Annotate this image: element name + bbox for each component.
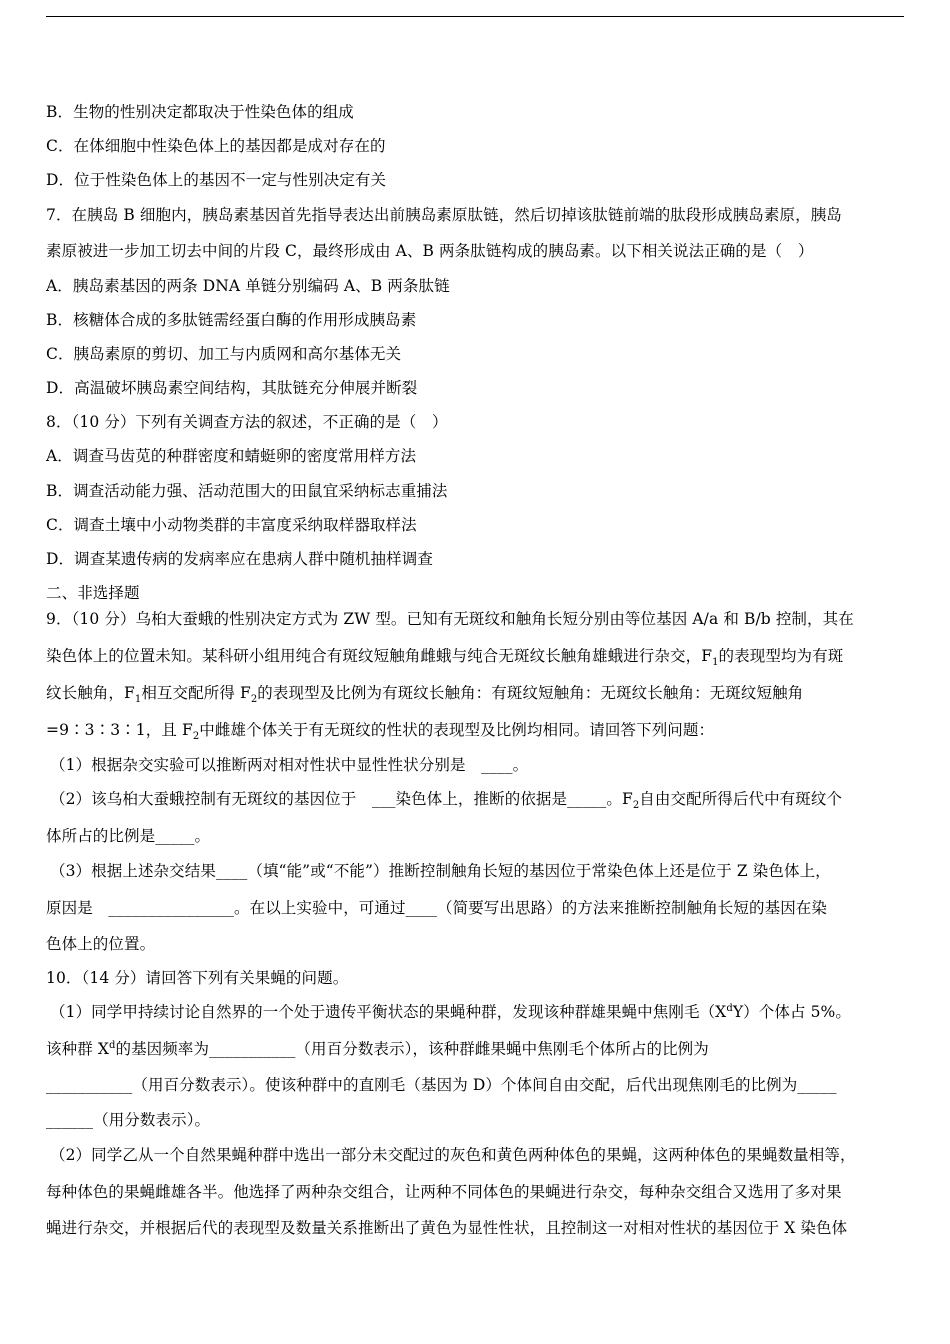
question-9-part-3-cont-2: 色体上的位置。 bbox=[46, 935, 156, 953]
option-c-q6: C．在体细胞中性染色体上的基因都是成对存在的 bbox=[46, 137, 386, 155]
question-10-part-1-cont-2: ___________（用百分数表示）。使该种群中的直刚毛（基因为 D）个体间自由交配，后代出现焦刚毛的比例为_____ bbox=[46, 1076, 837, 1094]
question-9-part-3: （3）根据上述杂交结果____（填“能”或“不能”）推断控制触角长短的基因位于常染色体上还是位于 Z 染色体上， bbox=[50, 862, 831, 880]
question-10-part-1-cont-1: 该种群 $X^d$的基因频率为___________（用百分数表示），该种群雌果蝇中焦刚毛个体所占的比例为 bbox=[46, 1039, 709, 1058]
header-rule bbox=[46, 16, 904, 17]
section-heading: 二、非选择题 bbox=[46, 584, 140, 602]
question-10-part-2-cont-1: 每种体色的果蝇雌雄各半。他选择了两种杂交组合，让两种不同体色的果蝇进行杂交，每种杂交组合又选用了多对果 bbox=[46, 1183, 842, 1201]
question-7-line-1: 7．在胰岛 B 细胞内，胰岛素基因首先指导表达出前胰岛素原肽链，然后切掉该肽链前端的肽段形成胰岛素原，胰岛 bbox=[46, 206, 842, 224]
option-d-q6: D．位于性染色体上的基因不一定与性别决定有关 bbox=[46, 171, 387, 189]
option-a-q8: A．调查马齿苋的种群密度和蜻蜓卵的密度常用样方法 bbox=[46, 447, 417, 465]
question-10-part-1-cont-3: ______（用分数表示）。 bbox=[46, 1111, 211, 1129]
option-a-q7: A．胰岛素基因的两条 DNA 单链分别编码 A、B 两条肽链 bbox=[46, 277, 450, 295]
question-10-part-2-cont-2: 蝇进行杂交，并根据后代的表现型及数量关系推断出了黄色为显性性状，且控制这一对相对性状的基因位于 X 染色体 bbox=[46, 1219, 848, 1237]
option-c-q7: C．胰岛素原的剪切、加工与内质网和高尔基体无关 bbox=[46, 345, 402, 363]
question-8: 8．（10 分）下列有关调查方法的叙述，不正确的是（ ） bbox=[46, 413, 448, 431]
option-d-q8: D．调查某遗传病的发病率应在患病人群中随机抽样调查 bbox=[46, 550, 433, 568]
option-c-q8: C．调查土壤中小动物类群的丰富度采纳取样器取样法 bbox=[46, 516, 417, 534]
question-9-line-3: 纹长触角，$F_1$相互交配所得 $F_2$的表现型及比例为有斑纹长触角：有斑纹短触角：无斑纹长触角：无斑纹短触角 bbox=[46, 684, 804, 706]
option-b-q7: B．核糖体合成的多肽链需经蛋白酶的作用形成胰岛素 bbox=[46, 311, 417, 329]
question-10: 10．（14 分）请回答下列有关果蝇的问题。 bbox=[46, 969, 349, 987]
option-d-q7: D．高温破坏胰岛素空间结构，其肽链充分伸展并断裂 bbox=[46, 379, 418, 397]
question-9-part-1: （1）根据杂交实验可以推断两对相对性状中显性性状分别是 ____。 bbox=[50, 756, 529, 774]
question-9-line-1: 9．（10 分）乌桕大蚕蛾的性别决定方式为 ZW 型。已知有无斑纹和触角长短分别由等位基因 A/a 和 B/b 控制，其在 bbox=[46, 610, 854, 628]
question-9-line-2: 染色体上的位置未知。某科研小组用纯合有斑纹短触角雌蛾与纯合无斑纹长触角雄蛾进行杂交，$F_1$的表现型均为有斑 bbox=[46, 647, 844, 669]
question-9-line-4: =9∶3∶3∶1，且 $F_2$中雌雄个体关于有无斑纹的性状的表现型及比例均相同。请回答下列问题： bbox=[46, 721, 715, 743]
question-9-part-2: （2）该乌桕大蚕蛾控制有无斑纹的基因位于 ___染色体上，推断的依据是_____。$F_2$自由交配所得后代中有斑纹个 bbox=[50, 790, 843, 812]
question-10-part-2: （2）同学乙从一个自然果蝇种群中选出一部分未交配过的灰色和黄色两种体色的果蝇，这两种体色的果蝇数量相等， bbox=[50, 1146, 856, 1164]
option-b-q6: B．生物的性别决定都取决于性染色体的组成 bbox=[46, 103, 354, 121]
question-10-part-1: （1）同学甲持续讨论自然界的一个处于遗传平衡状态的果蝇种群，发现该种群雄果蝇中焦刚毛$(X^dY)$个体占 5%。 bbox=[50, 1002, 851, 1021]
question-7-line-2: 素原被进一步加工切去中间的片段 C，最终形成由 A、B 两条肽链构成的胰岛素。以下相关说法正确的是（ ） bbox=[46, 242, 814, 260]
question-9-part-2-cont: 体所占的比例是_____。 bbox=[46, 827, 211, 845]
option-b-q8: B．调查活动能力强、活动范围大的田鼠宜采纳标志重捕法 bbox=[46, 482, 448, 500]
question-9-part-3-cont-1: 原因是 ________________。在以上实验中，可通过____（简要写出思路）的方法来推断控制触角长短的基因在染 bbox=[46, 899, 828, 917]
